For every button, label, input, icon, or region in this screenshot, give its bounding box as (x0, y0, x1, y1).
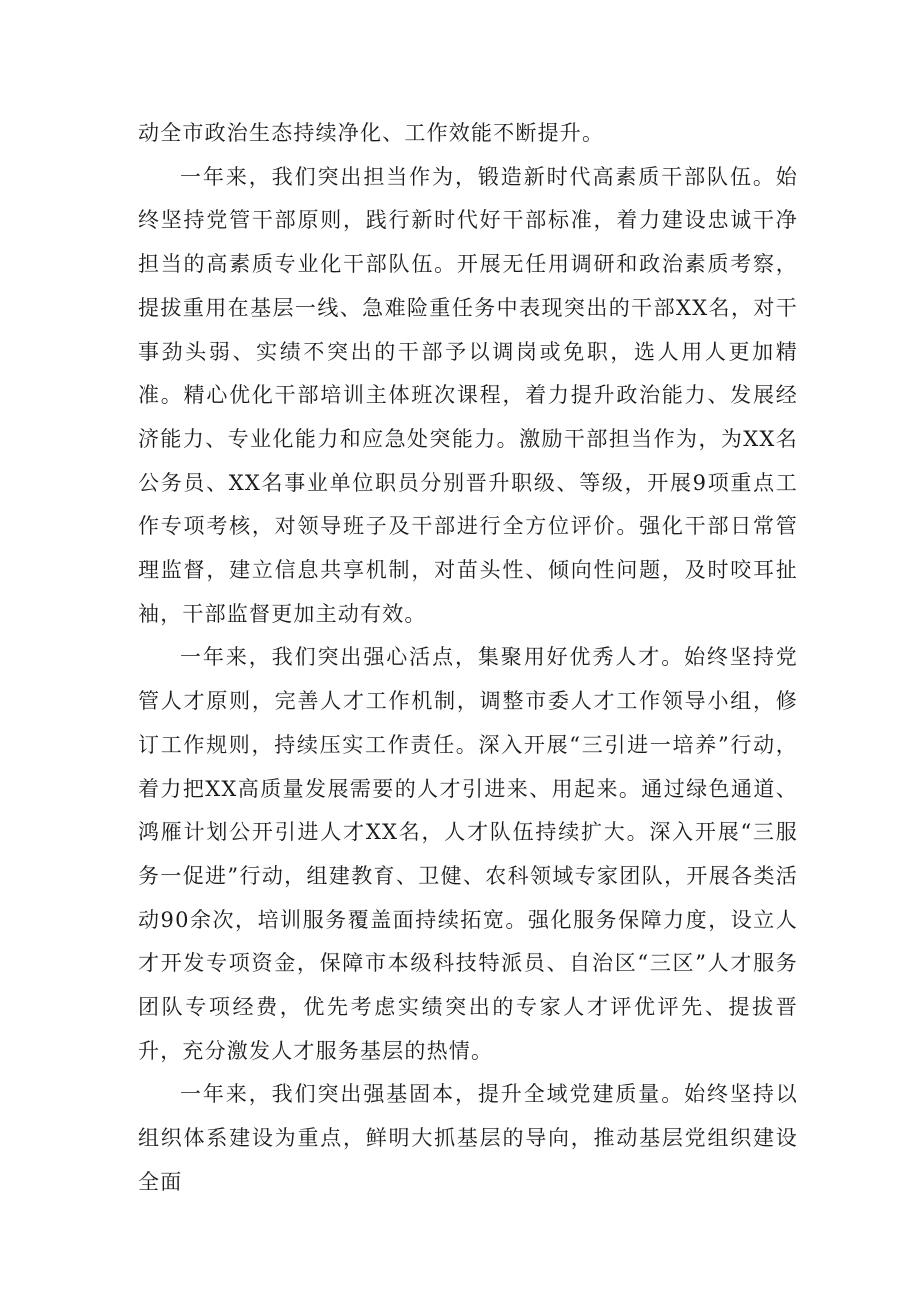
paragraph-cadre-team: 一年来，我们突出担当作为，锻造新时代高素质干部队伍。始终坚持党管干部原则，践行新时代好干部标准，着力建设忠诚干净担当的高素质专业化干部队伍。开展无任用调研和政治素质考察，提拔重用在基层一线、急难险重任务中表现突出的干部XX名，对干事劲头弱、实绩不突出的干部予以调岗或免职，选人用人更加精准。精心优化干部培训主体班次课程，着力提升政治能力、发展经济能力、专业化能力和应急处突能力。激励干部担当作为，为XX名公务员、XX名事业单位职员分别晋升职级、等级，开展9项重点工作专项考核，对领导班子及干部进行全方位评价。强化干部日常管理监督，建立信息共享机制，对苗头性、倾向性问题，及时咬耳扯袖，干部监督更加主动有效。 (138, 164, 798, 626)
paragraph-party-building: 一年来，我们突出强基固本，提升全域党建质量。始终坚持以组织体系建设为重点，鲜明大抓基层的导向，推动基层党组织建设全面 (138, 1082, 798, 1194)
document-body (138, 112, 798, 1205)
paragraph-continuation: 动全市政治生态持续净化、工作效能不断提升。 (138, 121, 605, 145)
paragraph-talent: 一年来，我们突出强心活点，集聚用好优秀人才。始终坚持党管人才原则，完善人才工作机制，调整市委人才工作领导小组，修订工作规则，持续压实工作责任。深入开展“三引进一培养”行动，着力把XX高质量发展需要的人才引进来、用起来。通过绿色通道、鸿雁计划公开引进人才XX名，人才队伍持续扩大。深入开展“三服务一促进”行动，组建教育、卫健、农科领域专家团队，开展各类活动90余次，培训服务覆盖面持续拓宽。强化服务保障力度，设立人才开发专项资金，保障市本级科技特派员、自治区“三区”人才服务团队专项经费，优先考虑实绩突出的专家人才评优评先、提拔晋升，充分激发人才服务基层的热情。 (138, 645, 798, 1063)
